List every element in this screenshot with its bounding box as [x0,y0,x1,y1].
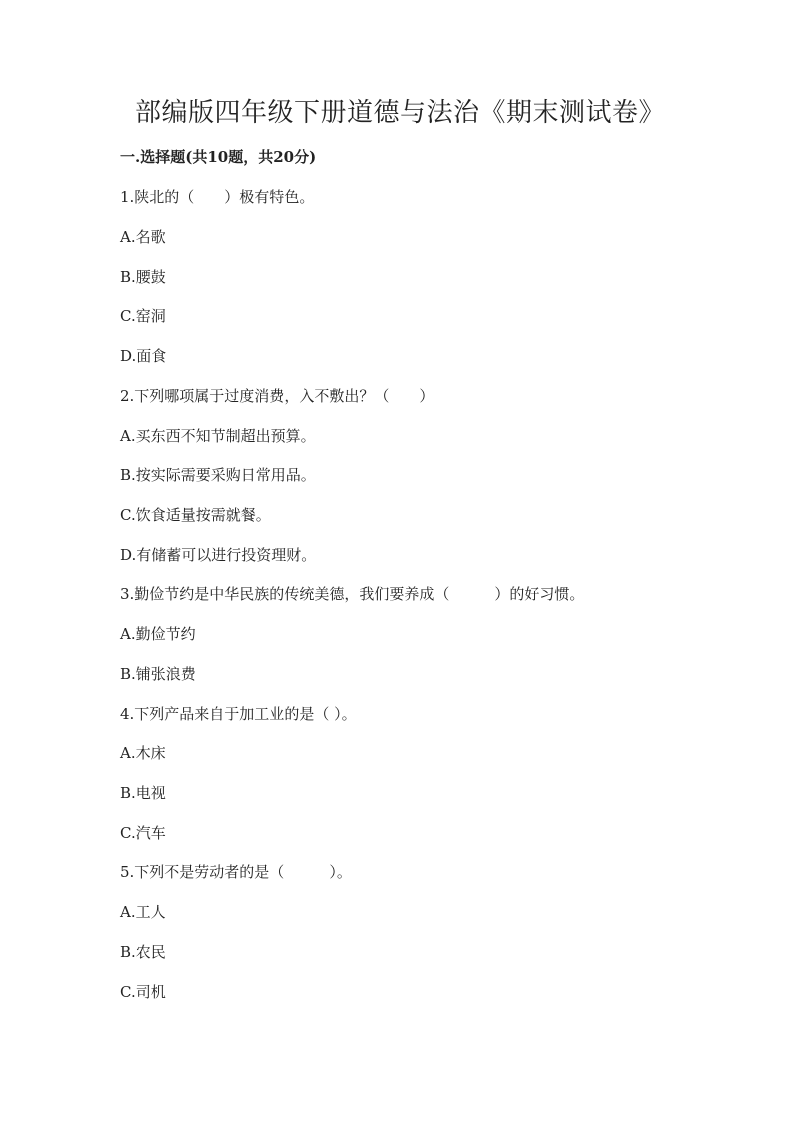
question-2: 2.下列哪项属于过度消费，入不敷出？（ ） [120,387,435,405]
question-4: 4.下列产品来自于加工业的是（ ）。 [120,705,357,723]
question-2-option-b: B.按实际需要采购日常用品。 [120,466,316,484]
question-1-option-b: B.腰鼓 [120,268,166,286]
section-header: 一.选择题(共10题，共20分) [120,148,317,166]
question-2-option-c: C.饮食适量按需就餐。 [120,506,271,524]
question-4-option-c: C.汽车 [120,824,166,842]
question-2-option-d: D.有储蓄可以进行投资理财。 [120,546,317,564]
question-5: 5.下列不是劳动者的是（ ）。 [120,863,352,881]
question-5-option-b: B.农民 [120,943,166,961]
question-3-option-a: A.勤俭节约 [120,625,196,643]
question-3: 3.勤俭节约是中华民族的传统美德，我们要养成（ ）的好习惯。 [120,585,585,603]
page-title: 部编版四年级下册道德与法治《期末测试卷》 [134,98,665,128]
question-1-option-a: A.名歌 [120,228,166,246]
question-1-option-c: C.窑洞 [120,307,166,325]
question-4-option-b: B.电视 [120,784,166,802]
question-2-option-a: A.买东西不知节制超出预算。 [120,427,316,445]
question-5-option-a: A.工人 [120,903,166,921]
question-5-option-c: C.司机 [120,983,166,1001]
question-4-option-a: A.木床 [120,744,166,762]
question-1-option-d: D.面食 [120,347,167,365]
question-3-option-b: B.铺张浪费 [120,665,196,683]
question-1: 1.陕北的（ ）极有特色。 [120,188,315,206]
